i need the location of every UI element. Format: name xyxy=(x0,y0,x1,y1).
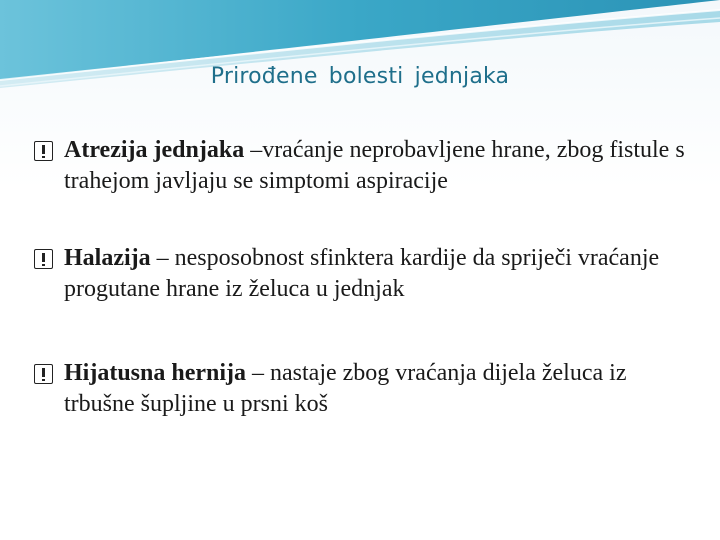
item-term: Atrezija jednjaka xyxy=(64,137,251,163)
item-description: – nesposobnost sfinktera kardije da spriječi vraćanje progutane hrane iz želuca u jednjak xyxy=(64,245,660,302)
missing-glyph-bullet-icon xyxy=(34,249,53,269)
item-term: Hijatusna hernija xyxy=(64,360,253,386)
missing-glyph-bullet-icon xyxy=(34,364,53,384)
list-item xyxy=(34,135,694,197)
missing-glyph-bullet-icon xyxy=(34,141,53,161)
slide-title: Prirođene bolesti jednjaka xyxy=(210,64,510,89)
bullet-list xyxy=(34,135,694,420)
item-description: – nastaje zbog vraćanja dijela želuca iz trbušne šupljine u prsni koš xyxy=(64,360,627,417)
item-description: –vraćanje neprobavljene hrane, zbog fistule s trahejom javljaju se simptomi aspiracije xyxy=(64,137,685,194)
list-item xyxy=(34,243,694,305)
item-term: Halazija xyxy=(64,245,157,271)
list-item xyxy=(34,358,694,420)
